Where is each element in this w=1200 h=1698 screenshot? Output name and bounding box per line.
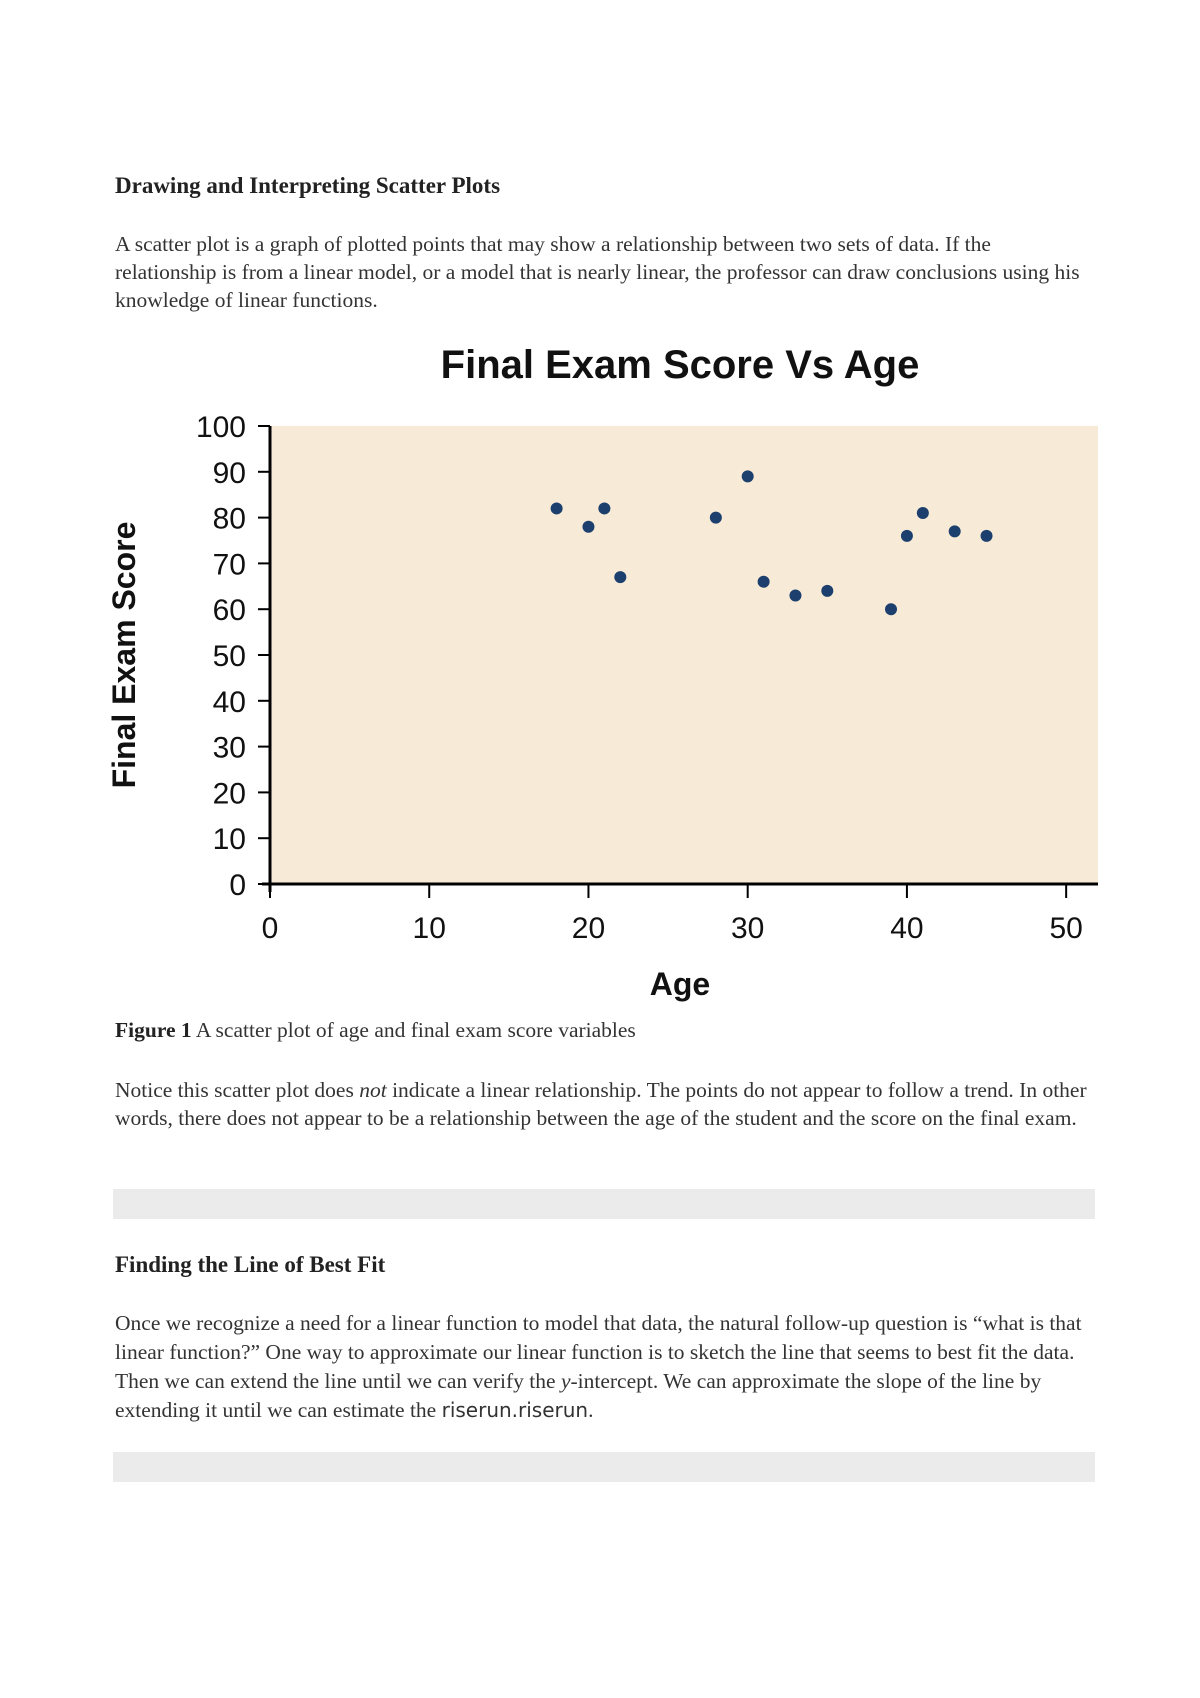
- x-tick-label: 30: [731, 912, 765, 945]
- rise-run-math: riserun.riserun: [441, 1398, 589, 1422]
- data-point: [758, 576, 770, 588]
- y-axis-ticks: [196, 411, 270, 902]
- y-tick-label: 40: [212, 685, 246, 719]
- data-point: [949, 525, 961, 537]
- figure-caption: [115, 1018, 636, 1043]
- data-point: [981, 530, 993, 542]
- plot-area: [270, 426, 1098, 884]
- data-point: [917, 507, 929, 519]
- y-tick-label: 80: [212, 502, 246, 536]
- notice-paragraph: [115, 1076, 1095, 1132]
- y-variable: y: [560, 1369, 571, 1393]
- section-heading-scatter-plots: Drawing and Interpreting Scatter Plots: [115, 173, 501, 198]
- y-tick-label: 100: [195, 411, 246, 444]
- best-fit-text-1: Once we recognize a need for a linear function to model that data, the natural follow-up question is “what is that linear function?” One way to approximate our linear function is to sketch the line that seems to best fit the data. Then we can extend the line until we can verify the: [115, 1311, 1082, 1393]
- x-tick-label: 40: [890, 912, 924, 945]
- data-point: [614, 571, 626, 583]
- x-tick-label: 50: [1049, 912, 1083, 945]
- data-point: [742, 470, 754, 482]
- notice-text-after: indicate a linear relationship. The points do not appear to follow a trend. In other words, there does not appear to be a relationship between the age of the student and the score on the final exam.: [115, 1078, 1087, 1130]
- data-point: [582, 521, 594, 533]
- y-tick-label: 90: [212, 456, 246, 490]
- y-tick-label: 60: [212, 594, 246, 628]
- x-tick-label: 0: [261, 912, 279, 945]
- y-axis-label: Final Exam Score: [106, 521, 142, 789]
- y-tick-label: 10: [212, 823, 246, 857]
- section-heading-line-of-best-fit: Finding the Line of Best Fit: [115, 1252, 386, 1277]
- notice-text-before: Notice this scatter plot does: [115, 1078, 360, 1102]
- data-point: [885, 603, 897, 615]
- best-fit-text-end: .: [588, 1398, 594, 1422]
- divider-bar: [113, 1189, 1095, 1219]
- x-tick-label: 20: [571, 912, 606, 945]
- x-axis-ticks: [262, 884, 1083, 945]
- data-point: [551, 502, 563, 514]
- figure-label: Figure 1: [115, 1018, 192, 1042]
- x-tick-label: 10: [412, 912, 446, 945]
- data-point: [789, 589, 801, 601]
- intro-paragraph: A scatter plot is a graph of plotted points that may show a relationship between two sets of data. If the relationship is from a linear model, or a model that is nearly linear, the professor can draw conclusions using his knowledge of linear functions.: [115, 232, 1080, 312]
- data-point: [821, 585, 833, 597]
- divider-bar: [113, 1452, 1095, 1482]
- y-tick-label: 70: [212, 548, 246, 582]
- notice-emphasis: not: [359, 1078, 387, 1102]
- y-tick-label: 20: [212, 777, 246, 811]
- x-axis-label: Age: [649, 966, 711, 1002]
- data-point: [710, 512, 722, 524]
- y-tick-label: 50: [212, 640, 246, 673]
- data-point: [901, 530, 913, 542]
- best-fit-text-2: -intercept. We can approximate the slope of the line by extending it until we can estimate the: [115, 1369, 1042, 1422]
- figure-caption-text: A scatter plot of age and final exam score variables: [191, 1018, 636, 1042]
- best-fit-paragraph: [115, 1309, 1095, 1425]
- scatter-chart: [100, 330, 1100, 1020]
- chart-title: Final Exam Score Vs Age: [440, 343, 920, 387]
- y-tick-label: 0: [229, 869, 246, 902]
- data-point: [598, 502, 610, 514]
- y-tick-label: 30: [212, 731, 246, 765]
- scatter-chart-svg: [100, 330, 1100, 1020]
